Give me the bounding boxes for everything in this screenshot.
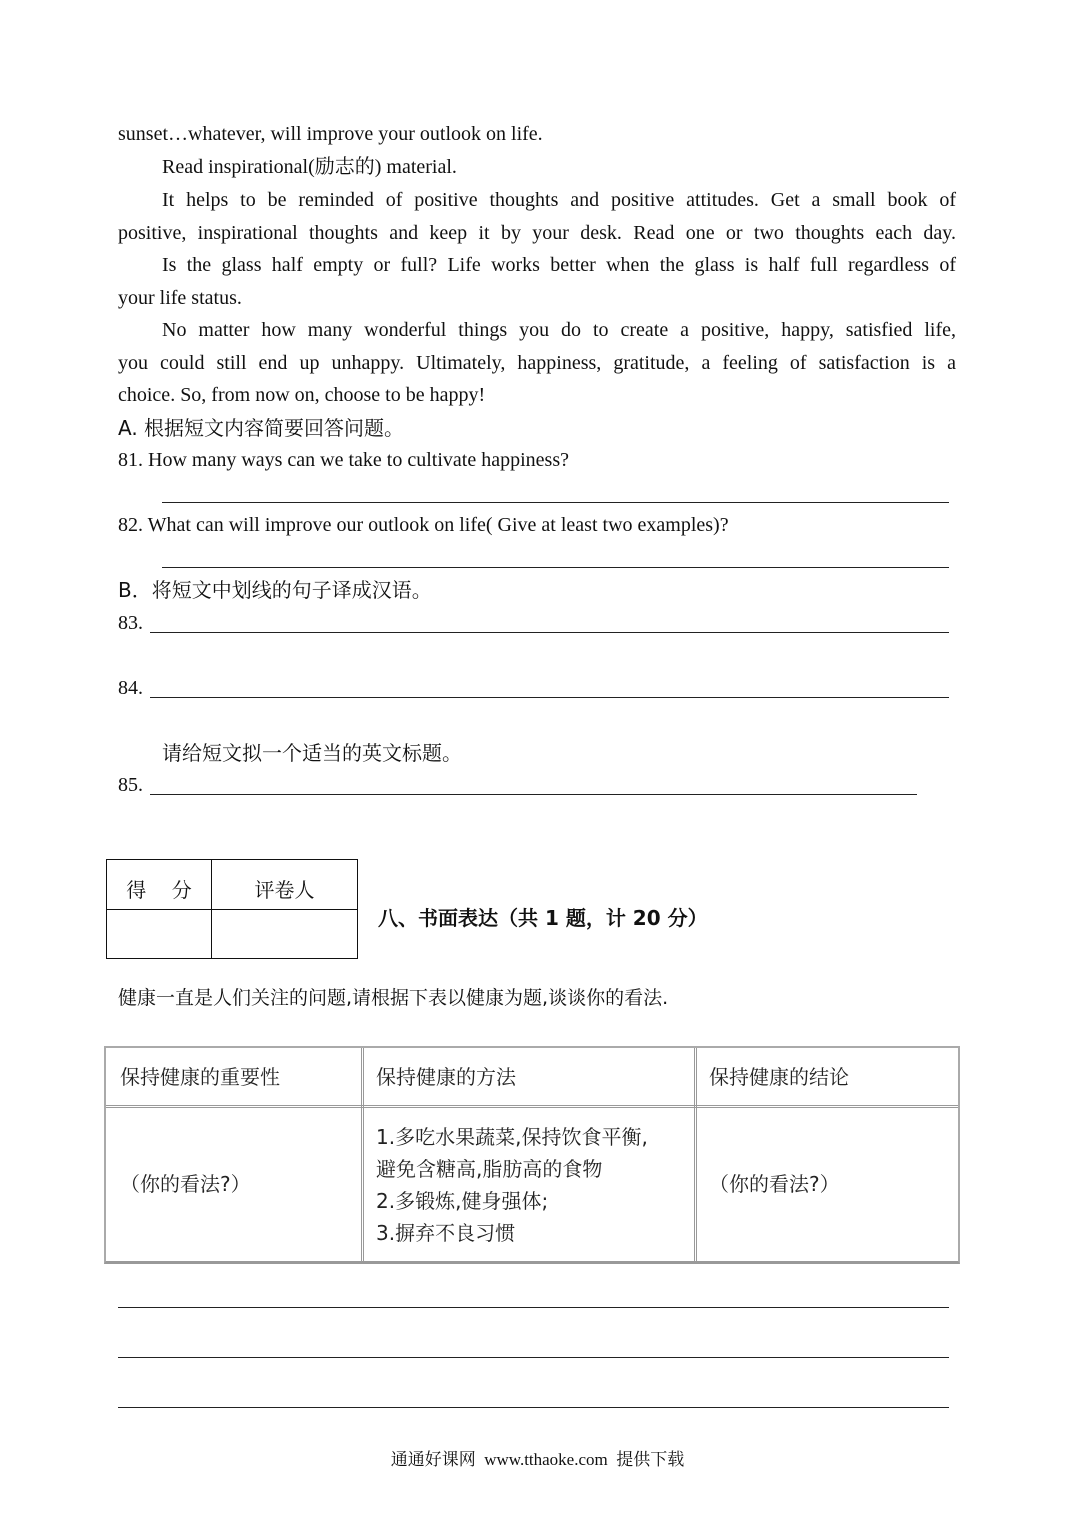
passage-line: choice. So, from now on, choose to be happy! <box>118 384 486 406</box>
question-81: 81. How many ways can we take to cultivate happiness? <box>118 449 569 471</box>
score-box-divider <box>107 909 357 910</box>
writing-line[interactable] <box>118 1357 949 1358</box>
score-box <box>106 859 358 959</box>
table-divider <box>106 1105 958 1108</box>
section-title: 八、书面表达（共 1 题，计 20 分） <box>378 906 708 930</box>
answer-line-85[interactable] <box>150 794 917 795</box>
part-b-heading: B．将短文中划线的句子译成汉语。 <box>118 578 432 602</box>
writing-line[interactable] <box>118 1307 949 1308</box>
table-divider <box>694 1048 697 1261</box>
passage-line: Is the glass half empty or full? Life works better when the glass is half full regardless of <box>162 254 956 276</box>
answer-line-83[interactable] <box>150 632 949 633</box>
part-a-heading: A. 根据短文内容简要回答问题。 <box>118 416 405 440</box>
table-header-importance: 保持健康的重要性 <box>120 1065 280 1089</box>
question-84-label: 84. <box>118 677 143 699</box>
method-item: 3.摒弃不良习惯 <box>376 1221 516 1245</box>
writing-prompt: 健康一直是人们关注的问题,请根据下表以健康为题,谈谈你的看法. <box>118 987 669 1009</box>
passage-line: positive, inspirational thoughts and keep it by your desk. Read one or two thoughts each day. <box>118 222 956 244</box>
method-item: 1.多吃水果蔬菜,保持饮食平衡, <box>376 1125 648 1149</box>
answer-line-81[interactable] <box>162 502 949 503</box>
method-item: 避免含糖高,脂肪高的食物 <box>376 1157 603 1181</box>
passage-line: you could still end up unhappy. Ultimately, happiness, gratitude, a feeling of satisfaction is a <box>118 352 956 374</box>
question-82: 82. What can will improve our outlook on life( Give at least two examples)? <box>118 514 729 536</box>
passage-line: It helps to be reminded of positive thoughts and positive attitudes. Get a small book of <box>162 189 956 211</box>
writing-line[interactable] <box>118 1407 949 1408</box>
score-label: 得 分 <box>126 878 192 902</box>
table-cell-importance: （你的看法?） <box>120 1172 251 1196</box>
table-divider <box>361 1048 364 1261</box>
title-task: 请给短文拟一个适当的英文标题。 <box>162 741 462 765</box>
table-cell-methods <box>376 1121 648 1249</box>
grader-label: 评卷人 <box>254 878 315 902</box>
passage-line: your life status. <box>118 287 242 309</box>
table-header-conclusion: 保持健康的结论 <box>709 1065 849 1089</box>
question-85-label: 85. <box>118 774 143 796</box>
answer-line-82[interactable] <box>162 567 949 568</box>
passage-line: Read inspirational(励志的) material. <box>162 156 457 178</box>
table-cell-conclusion: （你的看法?） <box>709 1172 840 1196</box>
table-header-methods: 保持健康的方法 <box>376 1065 516 1089</box>
question-83-label: 83. <box>118 612 143 634</box>
method-item: 2.多锻炼,健身强体; <box>376 1189 549 1213</box>
answer-line-84[interactable] <box>150 697 949 698</box>
footer: 通通好课网 www.tthaoke.com 提供下载 <box>390 1450 685 1469</box>
health-table <box>104 1046 960 1264</box>
passage-line: No matter how many wonderful things you do to create a positive, happy, satisfied life, <box>162 319 956 341</box>
passage-line: sunset…whatever, will improve your outlook on life. <box>118 123 543 145</box>
